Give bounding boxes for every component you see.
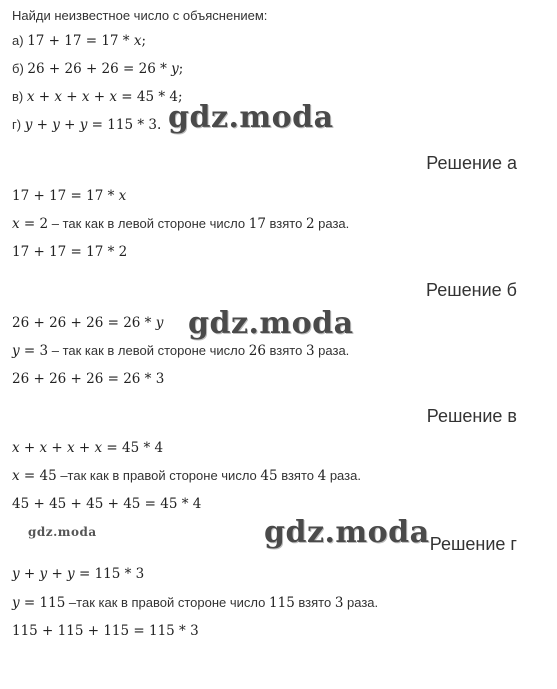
- solution-c-equation: x + x + x + x = 45 * 4: [12, 440, 164, 456]
- watermark-small: gdz.moda: [28, 525, 97, 539]
- solution-c-answer: x = 45 –так как в правой стороне число 45 взято 4 раза.: [12, 468, 361, 484]
- solution-b-heading: Решение б: [426, 280, 517, 300]
- item-equation: x + x + x + x = 45 * 4;: [26, 89, 183, 105]
- item-equation: 26 + 26 + 26 = 26 * y;: [27, 61, 184, 77]
- solution-c-check: 45 + 45 + 45 + 45 = 45 * 4: [12, 496, 202, 512]
- solution-a-answer: x = 2 – так как в левой стороне число 17 взято 2 раза.: [12, 216, 350, 232]
- task-item-d: [12, 117, 161, 133]
- solution-b-answer: y = 3 – так как в левой стороне число 26 взято 3 раза.: [12, 343, 350, 359]
- solution-d-answer: y = 115 –так как в правой стороне число 115 взято 3 раза.: [12, 595, 379, 611]
- task-title: Найди неизвестное число с объяснением:: [12, 8, 268, 23]
- item-label: г): [12, 117, 22, 132]
- item-equation: 17 + 17 = 17 * x;: [27, 33, 147, 49]
- watermark: gdz.moda: [168, 100, 334, 135]
- solution-b-check: 26 + 26 + 26 = 26 * 3: [12, 371, 165, 387]
- solution-d-heading: Решение г: [429, 534, 517, 554]
- solution-d-check: 115 + 115 + 115 = 115 * 3: [12, 623, 199, 639]
- task-item-c: [12, 89, 183, 105]
- item-label: а): [12, 33, 24, 48]
- solution-a-heading: Решение а: [426, 153, 517, 173]
- task-item-a: [12, 33, 146, 49]
- item-label: б): [12, 61, 24, 76]
- solution-a-check: 17 + 17 = 17 * 2: [12, 244, 128, 260]
- item-equation: y + y + y = 115 * 3.: [24, 117, 162, 133]
- task-item-b: [12, 61, 183, 77]
- watermark: gdz.moda: [264, 515, 430, 550]
- item-label: в): [12, 89, 24, 104]
- solution-a-equation: 17 + 17 = 17 * x: [12, 188, 127, 204]
- solution-d-equation: y + y + y = 115 * 3: [12, 566, 145, 582]
- solution-b-equation: 26 + 26 + 26 = 26 * y: [12, 315, 164, 331]
- watermark: gdz.moda: [188, 306, 354, 341]
- solution-c-heading: Решение в: [426, 406, 517, 426]
